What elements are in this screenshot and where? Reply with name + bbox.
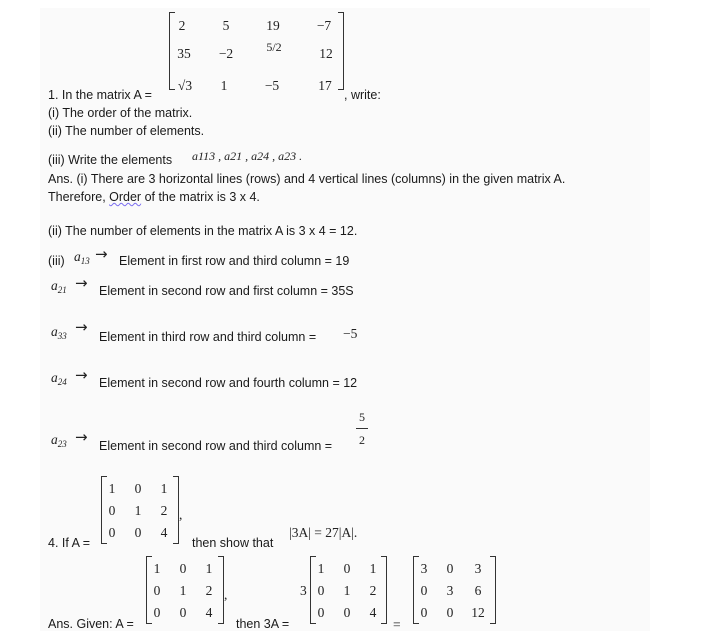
element-a13-symbol [74, 249, 90, 269]
answer-1-line-2 [48, 190, 260, 205]
given-matrix-cell: 0 [153, 605, 161, 620]
element-subscript: 23 [57, 439, 67, 449]
given-matrix-cell: 2 [205, 583, 213, 598]
answer-1-line-2-post: of the matrix is 3 x 4. [141, 190, 260, 204]
answer-1-part-ii: (ii) The number of elements in the matrix A is 3 x 4 = 12. [48, 224, 358, 238]
scaled-matrix-cell: 3 [446, 583, 454, 598]
scaled-matrix-cell: 3 [474, 561, 482, 576]
element-symbol: a [51, 432, 58, 447]
answer-4-then-3a: then 3A = [236, 617, 290, 631]
element-a21-symbol [51, 278, 67, 298]
answer-1-line-1: Ans. (i) There are 3 horizontal lines (rows) and 4 vertical lines (columns) in the given matrix A. [48, 172, 566, 186]
matrix-a-cell: 19 [266, 18, 280, 33]
scaled-matrix-cell: 0 [420, 605, 428, 620]
question-1-intro: 1. In the matrix A = [48, 88, 152, 102]
q4-matrix-cell: 4 [160, 525, 168, 540]
fraction-numerator: 5 [359, 410, 365, 424]
arrow-icon: → [75, 318, 88, 336]
element-symbol: a [74, 249, 81, 264]
question-1-write: , write: [344, 88, 381, 102]
element-subscript: 13 [80, 256, 90, 266]
matrix-a-cell-fraction: 5/2 [266, 40, 282, 54]
answer-1-line-2-word: Order [109, 190, 142, 204]
matrix-a-cell: 17 [318, 78, 332, 93]
scaled-matrix-cell: 6 [474, 583, 482, 598]
times-matrix-cell: 1 [369, 561, 377, 576]
times-matrix-cell: 0 [317, 583, 325, 598]
question-4-intro: 4. If A = [48, 536, 91, 550]
arrow-icon: → [95, 245, 108, 263]
q4-matrix-cell: 0 [134, 525, 142, 540]
times-matrix-right-bracket [381, 556, 387, 624]
times-matrix-cell: 2 [369, 583, 377, 598]
question-4-then-show: then show that [192, 536, 274, 550]
given-matrix-cell: 0 [179, 561, 187, 576]
fraction-bar [356, 428, 368, 429]
arrow-icon: → [75, 274, 88, 292]
question-1-elements: a113 , a21 , a24 , a23 . [192, 149, 303, 163]
matrix-a-cell: 35 [177, 46, 191, 61]
scaled-matrix-right-bracket [490, 556, 496, 624]
scaled-matrix-cell: 12 [471, 605, 485, 620]
element-a23-text: Element in second row and third column = [99, 439, 333, 453]
element-subscript: 24 [57, 377, 67, 387]
scaled-matrix-cell: 0 [446, 561, 454, 576]
q4-matrix-cell: 1 [134, 503, 142, 518]
matrix-a-cell: 2 [178, 18, 186, 33]
question-1-part-i: (i) The order of the matrix. [48, 106, 193, 120]
element-a21-text: Element in second row and first column = 35S [99, 284, 354, 298]
scaled-matrix-cell: 0 [446, 605, 454, 620]
element-a23-symbol [51, 432, 67, 452]
equals-sign: = [393, 617, 401, 632]
matrix-a-cell: −2 [218, 46, 234, 61]
matrix-a-cell: 5 [222, 18, 230, 33]
given-matrix-cell: 0 [153, 583, 161, 598]
given-matrix-cell: 4 [205, 605, 213, 620]
matrix-a-cell: 1 [220, 78, 228, 93]
times-matrix-cell: 1 [343, 583, 351, 598]
element-symbol: a [51, 278, 58, 293]
arrow-icon: → [75, 428, 88, 446]
scaled-matrix-cell: 0 [420, 583, 428, 598]
times-matrix-cell: 1 [317, 561, 325, 576]
given-matrix-cell: 1 [205, 561, 213, 576]
element-a24-symbol [51, 370, 67, 390]
q4-matrix-cell: 1 [160, 481, 168, 496]
matrix-a-cell: −7 [316, 18, 332, 33]
q4-matrix-cell: 0 [108, 503, 116, 518]
q4-matrix-cell: 0 [134, 481, 142, 496]
times-matrix-cell: 4 [369, 605, 377, 620]
given-matrix-cell: 1 [179, 583, 187, 598]
element-a24-text: Element in second row and fourth column = 12 [99, 376, 358, 390]
q4-matrix-cell: 2 [160, 503, 168, 518]
element-a33-text: Element in third row and third column = [99, 330, 317, 344]
matrix-a-cell: √3 [177, 78, 193, 93]
question-1-part-iii: (iii) Write the elements [48, 153, 173, 167]
element-subscript: 21 [57, 285, 67, 295]
answer-1-line-2-pre: Therefore, [48, 190, 110, 204]
given-matrix-cell: 0 [179, 605, 187, 620]
q4-matrix-cell: 1 [108, 481, 116, 496]
scalar-three: 3 [300, 583, 307, 598]
element-a33-value: −5 [343, 326, 358, 341]
fraction-denominator: 2 [359, 433, 365, 447]
given-comma: , [224, 587, 228, 602]
answer-4-given: Ans. Given: A = [48, 617, 134, 631]
times-matrix-cell: 0 [317, 605, 325, 620]
matrix-a-cell: 12 [319, 46, 333, 61]
element-symbol: a [51, 370, 58, 385]
element-symbol: a [51, 324, 58, 339]
scaled-matrix-cell: 3 [420, 561, 428, 576]
question-4-identity: |3A| = 27|A|. [289, 525, 358, 540]
times-matrix-cell: 0 [343, 561, 351, 576]
q4-matrix-cell: 0 [108, 525, 116, 540]
element-a13-text: Element in first row and third column = 19 [119, 254, 350, 268]
question-1-part-ii: (ii) The number of elements. [48, 124, 205, 138]
element-a33-symbol [51, 324, 67, 344]
q4-comma: , [179, 507, 183, 522]
element-subscript: 33 [57, 331, 67, 341]
times-matrix-cell: 0 [343, 605, 351, 620]
arrow-icon: → [75, 366, 88, 384]
matrix-a-cell: −5 [264, 78, 280, 93]
answer-1-iii-label: (iii) [48, 254, 65, 268]
given-matrix-cell: 1 [153, 561, 161, 576]
